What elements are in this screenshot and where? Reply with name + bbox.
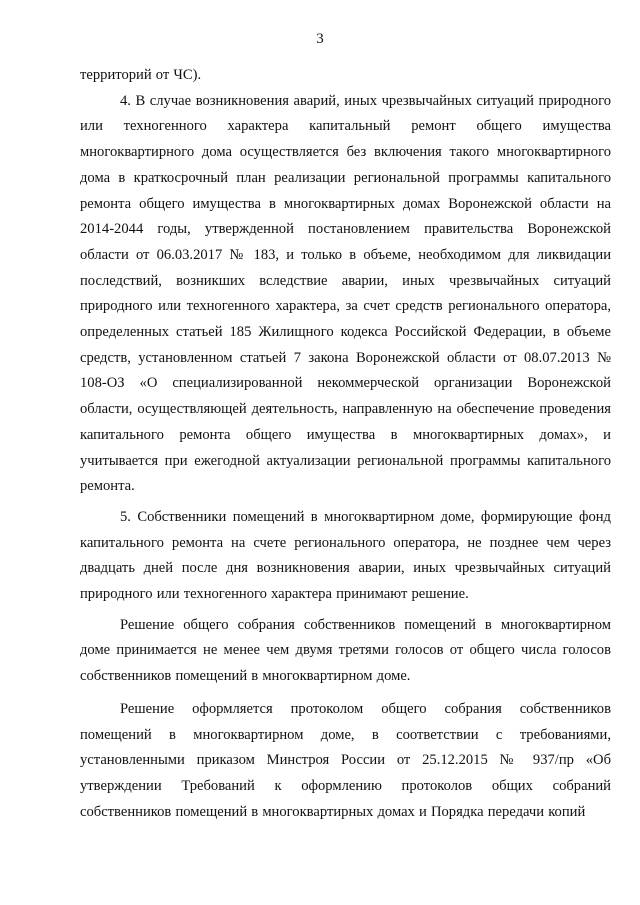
page-number: 3 <box>316 31 324 47</box>
paragraph-decision-protocol: Решение оформляется протоколом общего собрания собственников помещений в многоквартирном доме, в соответствии с требованиями, установленными приказом Минстроя России от 25.12.2015 № 937/пр «Об утверждении Требований к оформлению протоколов общих собраний собственников помещений в многоквартирных домах и Порядка передачи копий <box>80 700 611 820</box>
document-body <box>80 63 611 825</box>
paragraph-item-4: 4. В случае возникновения аварий, иных чрезвычайных ситуаций природного или техногенного характера капитальный ремонт общего имущества многоквартирного дома осуществляется без включения такого многоквартирного дома в краткосрочный план реализации региональной программы капитального ремонта общего имущества в многоквартирных домах Воронежской области на 2014-2044 годы, утвержденной постановлением правительства Воронежской области от 06.03.2017 № 183, и только в объеме, необходимом для ликвидации последствий, возникших вследствие аварии, иных чрезвычайных ситуаций природного или техногенного характера, за счет средств регионального оператора, определенных статьей 185 Жилищного кодекса Российской Федерации, в объеме средств, установленном статьей 7 закона Воронежской области от 08.07.2013 № 108-ОЗ «О специализированной некоммерческой организации Воронежской области, осуществляющей деятельность, направленную на обеспечение проведения капитального ремонта общего имущества в многоквартирных домах», и учитывается при ежегодной актуализации региональной программы капитального ремонта. <box>80 92 611 495</box>
paragraph-item-5: 5. Собственники помещений в многоквартирном доме, формирующие фонд капитального ремонта на счете регионального оператора, не позднее чем через двадцать дней после дня возникновения аварии, иных чрезвычайных ситуаций природного или техногенного характера принимают решение. <box>80 508 611 603</box>
paragraph-continuation: территорий от ЧС). <box>80 67 202 83</box>
paragraph-decision-majority: Решение общего собрания собственников помещений в многоквартирном доме принимается не менее чем двумя третями голосов от общего числа голосов собственников помещений в многоквартирном доме. <box>80 616 611 685</box>
